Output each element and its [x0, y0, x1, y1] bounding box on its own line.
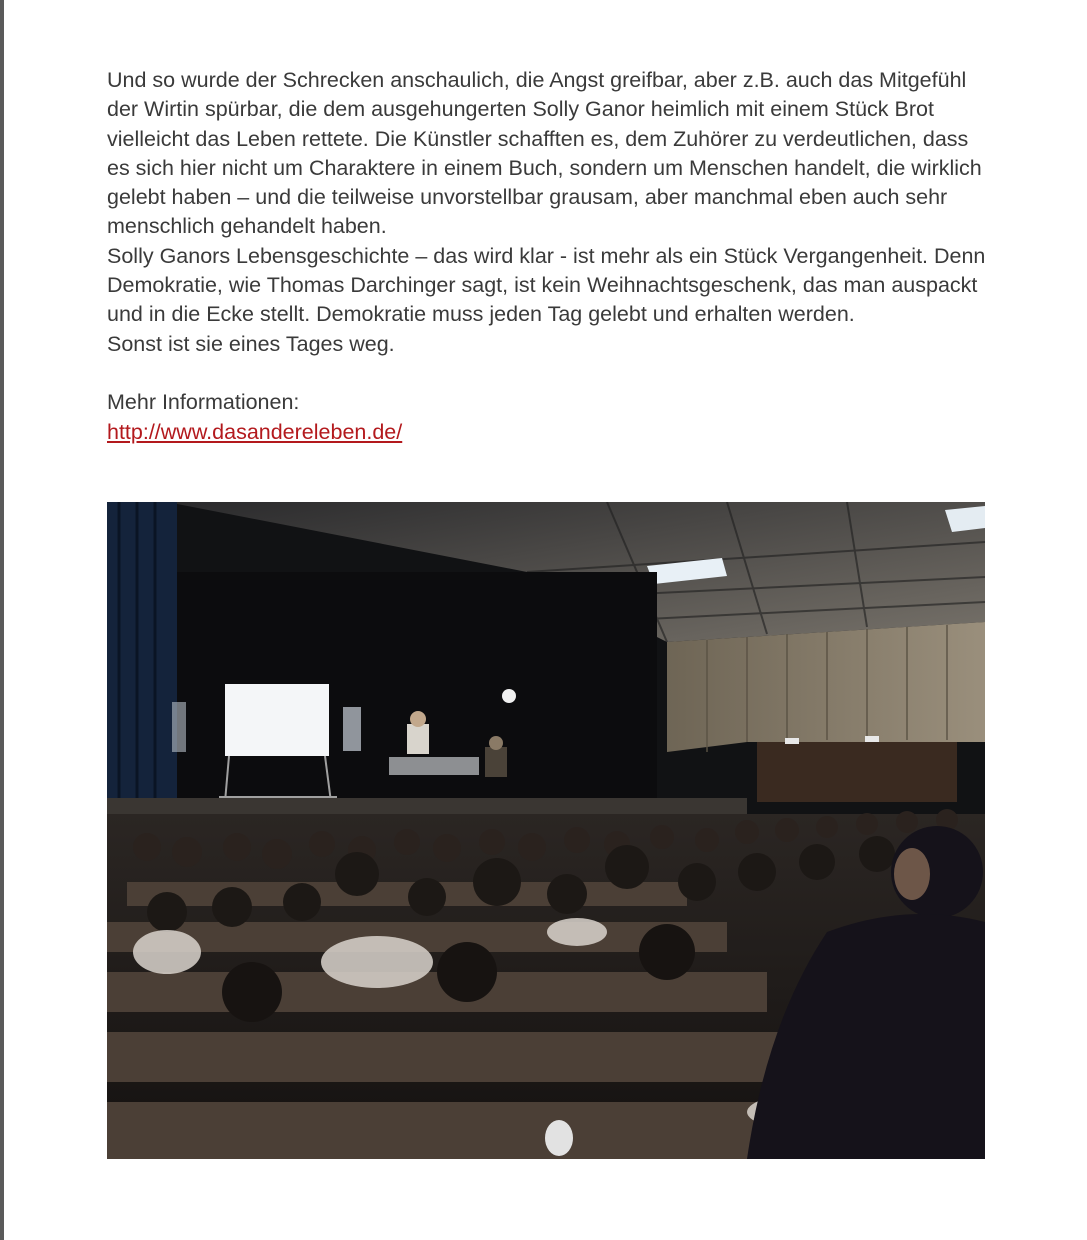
article-paragraph-2: Solly Ganors Lebensgeschichte – das wird klar - ist mehr als ein Stück Vergangenheit. Denn Demokratie, wie Thomas Darchinger sagt, ist kein Weihnachtsgeschenk, das man auspackt und in die Ecke stellt. Demokratie muss jeden Tag gelebt und erhalten werden. [107, 243, 986, 327]
article-paragraph-3: Sonst ist sie eines Tages weg. [107, 331, 395, 356]
article-paragraph-1: Und so wurde der Schrecken anschaulich, die Angst greifbar, aber z.B. auch das Mitgefühl der Wirtin spürbar, die dem ausgehungerten Solly Ganor heimlich mit einem Stück Brot vielleicht das Leben rettete. Die Künstler schafften es, dem Zuhörer zu verdeutlichen, dass es sich hier nicht um Charaktere in einem Buch, sondern um Menschen handelt, die wirklich gelebt haben – und die teilweise unvorstellbar grausam, aber manchmal eben auch sehr menschlich gehandelt haben. [107, 68, 982, 239]
article-body [107, 66, 987, 447]
auditorium-photo [107, 502, 985, 1159]
more-info-link[interactable]: http://www.dasandereleben.de/ [107, 419, 403, 444]
more-info-label: Mehr Informationen: [107, 390, 300, 415]
page-left-edge [0, 0, 4, 1240]
paragraph-spacer [107, 359, 987, 388]
